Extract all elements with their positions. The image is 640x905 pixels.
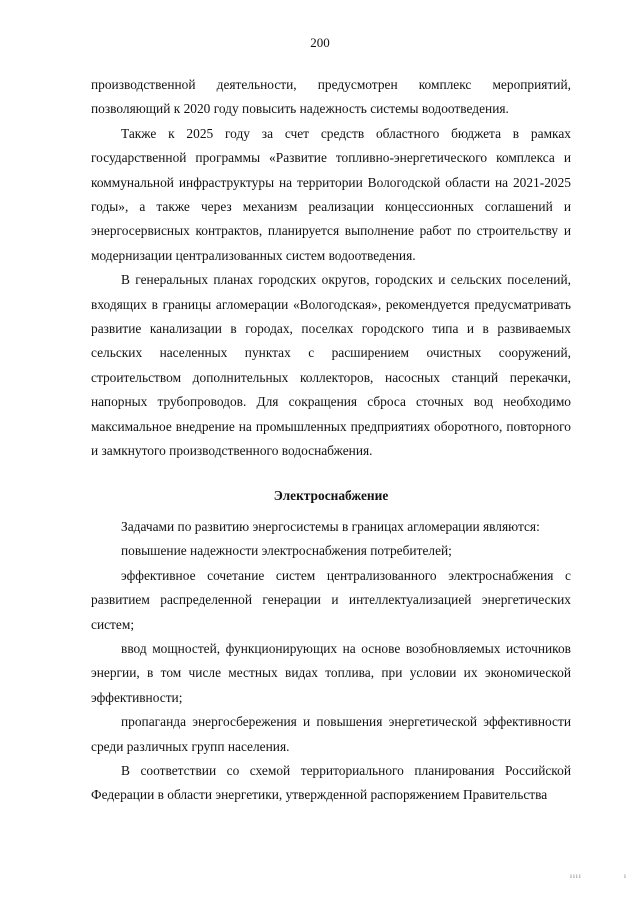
list-item-propaganda: пропаганда энергосбережения и повышения энергетической эффективности среди различных групп населения. bbox=[91, 714, 571, 754]
paragraph-funding: Также к 2025 году за счет средств областного бюджета в рамках государственной программы «Развитие топливно-энергетического комплекса и коммунальной инфраструктуры на территории Вологодской области на 2021-2025 годы», а также через механизм реализации концессионных соглашений и энергосервисных контрактов, планируется выполнение работ по строительству и модернизации централизованных систем водоотведения. bbox=[91, 125, 571, 263]
list-item-reliability: повышение надежности электроснабжения потребителей; bbox=[121, 543, 452, 559]
paragraph-continuation: производственной деятельности, предусмотрен комплекс мероприятий, позволяющий к 2020 году повысить надежность системы водоотведения. bbox=[91, 77, 571, 117]
footer-mark: ıııı bbox=[570, 872, 582, 880]
list-item-renewables: ввод мощностей, функционирующих на основе возобновляемых источников энергии, в том числе местных видах топлива, при условии их экономической эффективности; bbox=[91, 640, 571, 705]
section-heading: Электроснабжение bbox=[273, 487, 389, 503]
paragraph-tasks-intro: Задачами по развитию энергосистемы в границах агломерации являются: bbox=[121, 518, 540, 534]
footer-mark-right: ı bbox=[624, 872, 626, 880]
paragraph-federal-scheme: В соответствии со схемой территориального планирования Российской Федерации в области энергетики, утвержденной распоряжением Правительства bbox=[91, 762, 571, 803]
list-item-combination: эффективное сочетание систем централизованного электроснабжения с развитием распределенной генерации и интеллектуализацией энергетических систем; bbox=[91, 567, 571, 632]
document-body bbox=[91, 73, 571, 808]
paragraph-general-plans: В генеральных планах городских округов, городских и сельских поселений, входящих в границы агломерации «Вологодская», рекомендуется предусматривать развитие канализации в городах, поселках городского типа и в развиваемых сельских населенных пунктах с расширением очистных сооружений, строительством дополнительных коллекторов, насосных станций перекачки, напорных трубопроводов. Для сокращения сброса сточных вод необходимо максимальное внедрение на промышленных предприятиях оборотного, повторного и замкнутого производственного водоснабжения. bbox=[91, 272, 571, 459]
page-number: 200 bbox=[310, 35, 330, 50]
